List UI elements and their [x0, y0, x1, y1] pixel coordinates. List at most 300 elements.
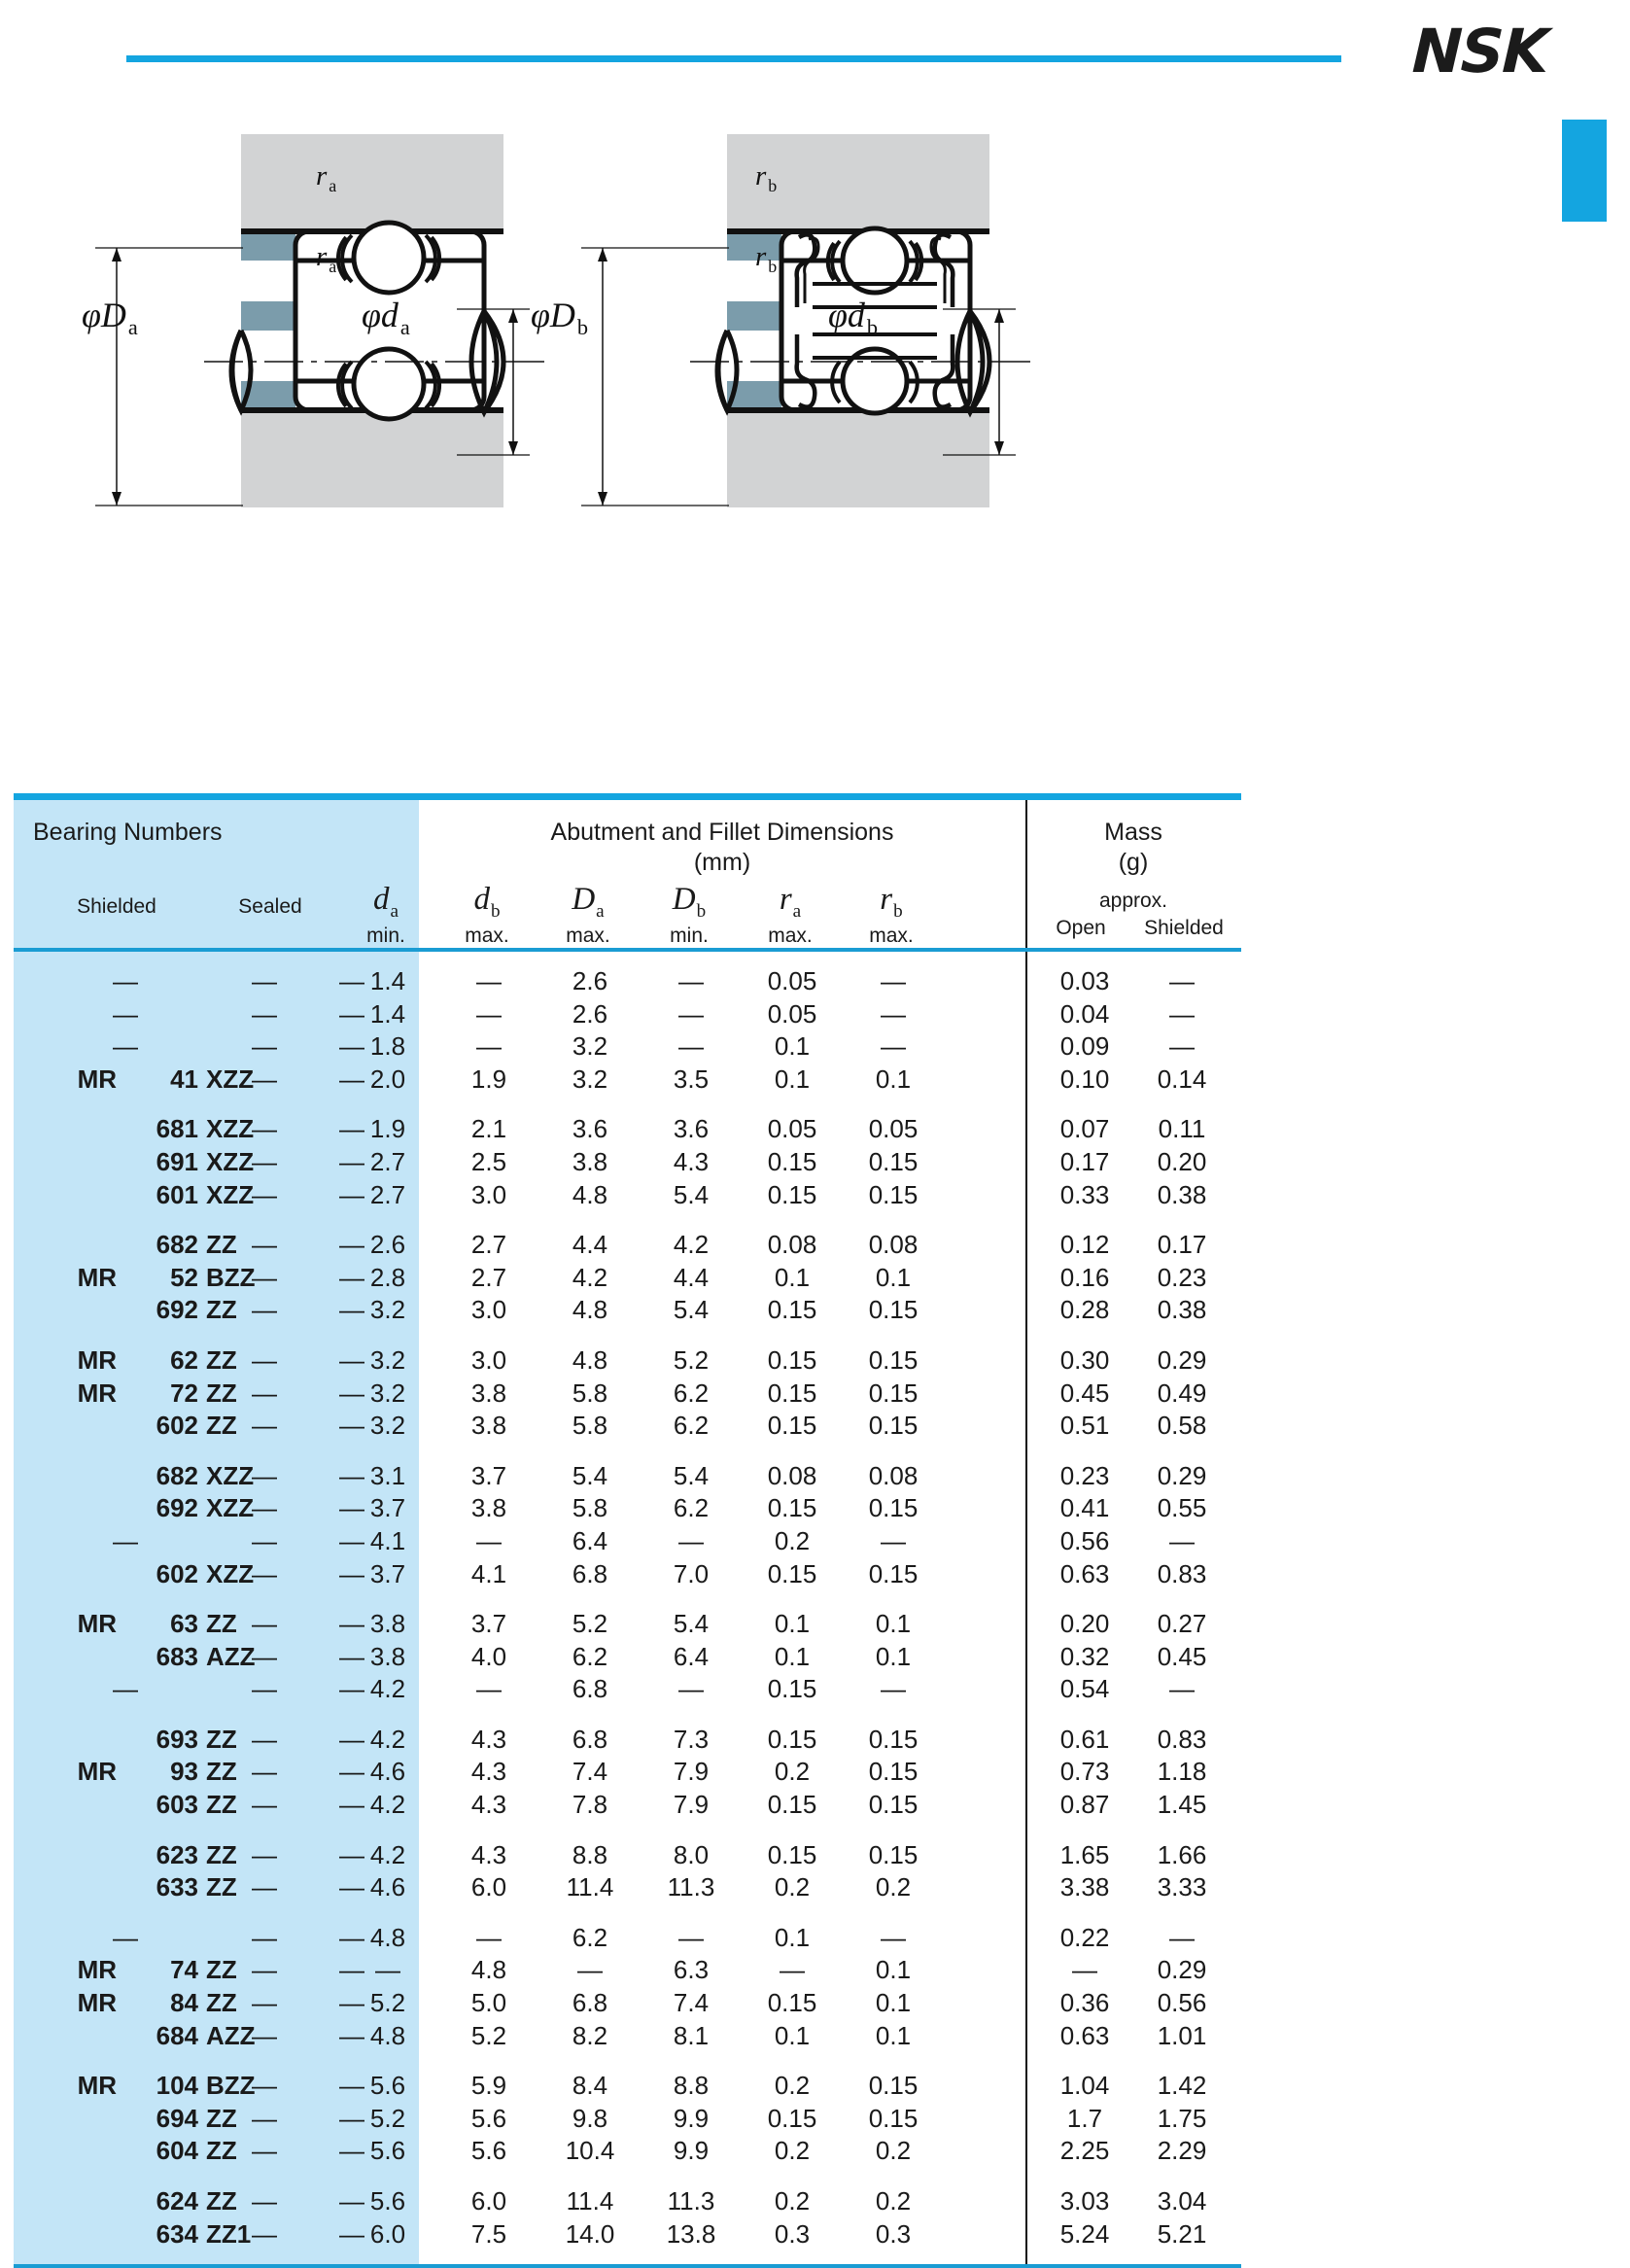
- bearing-number-digits: 634: [156, 2218, 198, 2249]
- bearing-number-digits: 62: [170, 1344, 198, 1375]
- subheader-mass-shielded: Shielded: [1144, 917, 1224, 939]
- cell-Db: 11.3: [667, 2186, 715, 2216]
- cell-mass-open: 3.03: [1059, 2186, 1110, 2216]
- cell-rb: 0.15: [868, 1839, 919, 1869]
- cell-Db: —: [678, 1525, 704, 1555]
- cell-Da: 6.8: [572, 1674, 608, 1704]
- bearing-number-sealed-2: —: [339, 998, 364, 1029]
- cell-ra: —: [780, 1955, 805, 1985]
- cell-rb: 0.15: [868, 1790, 919, 1820]
- cell-da: —: [375, 1955, 400, 1985]
- table-row[interactable]: [14, 1839, 1241, 1872]
- bearing-number-sealed-1: —: [252, 1757, 277, 1787]
- bearing-number-sealed-2: —: [339, 2020, 364, 2050]
- cell-mass-open: 0.12: [1059, 1230, 1110, 1260]
- bearing-number-sealed-1: —: [252, 1790, 277, 1820]
- fillet-label-rb-outer: r $_b$: [755, 160, 778, 195]
- cell-mass-shielded: 5.21: [1157, 2218, 1207, 2249]
- cell-db: —: [476, 1922, 502, 1952]
- bearing-number-digits: 633: [156, 1872, 198, 1902]
- cell-rb: 0.08: [868, 1230, 919, 1260]
- cell-Da: 2.6: [572, 998, 608, 1029]
- bearing-number-sealed-2: —: [339, 1262, 364, 1292]
- cell-mass-shielded: 0.29: [1157, 1460, 1207, 1490]
- cell-da: 3.2: [369, 1295, 406, 1325]
- table-row[interactable]: [14, 1558, 1241, 1591]
- bearing-number-suffix: XZZ: [206, 1460, 255, 1490]
- bearing-number-sealed-2: —: [339, 1839, 364, 1869]
- cell-mass-shielded: 1.18: [1157, 1757, 1207, 1787]
- table-row[interactable]: [14, 2020, 1241, 2053]
- cell-da: 1.4: [369, 998, 406, 1029]
- cell-mass-open: 0.22: [1059, 1922, 1110, 1952]
- cell-mass-shielded: 0.11: [1158, 1114, 1206, 1144]
- bearing-number-digits: 72: [170, 1378, 198, 1408]
- cell-Da: —: [577, 1955, 603, 1985]
- cell-Db: —: [678, 998, 704, 1029]
- dimension-label-phi-da: $\varphi d_a$: [362, 296, 410, 340]
- bearing-number-digits: 604: [156, 2136, 198, 2166]
- table-row[interactable]: [14, 1641, 1241, 1674]
- cell-rb: 0.1: [875, 1609, 912, 1639]
- table-row[interactable]: [14, 2070, 1241, 2103]
- cell-da: 5.2: [369, 1988, 406, 2018]
- specification-table: [14, 793, 1241, 2268]
- bearing-number-digits: 624: [156, 2186, 198, 2216]
- cell-da: 2.8: [369, 1262, 406, 1292]
- row-group-gap: [14, 1327, 1241, 1344]
- table-row[interactable]: [14, 1724, 1241, 1757]
- cell-mass-shielded: 0.20: [1157, 1146, 1207, 1176]
- cell-db: 4.0: [470, 1641, 507, 1671]
- table-row[interactable]: [14, 1378, 1241, 1411]
- table-row[interactable]: [14, 1064, 1241, 1097]
- bearing-number-sealed-2: —: [339, 1674, 364, 1704]
- cell-Db: 6.2: [673, 1411, 710, 1441]
- cell-mass-shielded: 0.49: [1157, 1378, 1207, 1408]
- table-row[interactable]: [14, 1030, 1241, 1064]
- bearing-number-sealed-1: —: [252, 1839, 277, 1869]
- cell-da: 3.2: [369, 1411, 406, 1441]
- row-group-gap: [14, 1904, 1241, 1922]
- bearing-number-suffix: ZZ: [206, 1378, 237, 1408]
- table-row[interactable]: [14, 1525, 1241, 1558]
- table-row[interactable]: [14, 1756, 1241, 1789]
- bearing-number-sealed-1: —: [252, 998, 277, 1029]
- dimension-label-phi-Da: $\varphi D_a$: [82, 296, 138, 340]
- bearing-number-sealed-1: —: [252, 1460, 277, 1490]
- cell-mass-shielded: 0.29: [1157, 1344, 1207, 1375]
- cell-mass-open: —: [1072, 1955, 1097, 1985]
- cell-mass-shielded: —: [1169, 966, 1195, 995]
- bearing-number-sealed-1: —: [252, 1674, 277, 1704]
- cell-ra: 0.15: [767, 1790, 817, 1820]
- cell-mass-open: 0.63: [1059, 2020, 1110, 2050]
- table-row[interactable]: [14, 1492, 1241, 1525]
- bearing-number-suffix: ZZ1: [206, 2218, 252, 2249]
- bearing-number-suffix: AZZ: [206, 1641, 256, 1671]
- row-group-gap: [14, 2052, 1241, 2070]
- cell-db: 3.8: [470, 1378, 507, 1408]
- cell-da: 3.8: [369, 1609, 406, 1639]
- cell-da: 3.2: [369, 1378, 406, 1408]
- cell-ra: 0.15: [767, 1146, 817, 1176]
- cell-Db: 7.9: [673, 1790, 710, 1820]
- cell-db: —: [476, 1031, 502, 1062]
- cell-Db: 5.4: [673, 1609, 710, 1639]
- table-row[interactable]: [14, 2103, 1241, 2136]
- cell-Db: 3.5: [673, 1064, 710, 1094]
- cell-mass-shielded: 1.66: [1157, 1839, 1207, 1869]
- cell-db: —: [476, 966, 502, 995]
- cell-Da: 10.4: [565, 2136, 615, 2166]
- bearing-number-sealed-1: —: [252, 1262, 277, 1292]
- cell-ra: 0.2: [774, 1525, 811, 1555]
- table-top-rule: [14, 793, 1241, 800]
- cell-mass-open: 1.7: [1066, 2103, 1103, 2133]
- subheader-shielded: Shielded: [77, 895, 156, 918]
- bearing-number-sealed-2: —: [339, 1179, 364, 1209]
- cell-ra: 0.15: [767, 1295, 817, 1325]
- cell-Da: 5.4: [572, 1460, 608, 1490]
- cell-db: 2.1: [470, 1114, 507, 1144]
- cell-Db: 5.4: [673, 1179, 710, 1209]
- table-row[interactable]: [14, 1922, 1241, 1955]
- table-row[interactable]: [14, 2185, 1241, 2218]
- bearing-number-suffix: ZZ: [206, 2103, 237, 2133]
- table-row[interactable]: [14, 1789, 1241, 1822]
- cell-Da: 11.4: [566, 1872, 614, 1902]
- cell-Db: 8.8: [673, 2071, 710, 2101]
- table-row[interactable]: [14, 1954, 1241, 1987]
- bearing-number-sealed-2: —: [339, 1609, 364, 1639]
- bearing-number-sealed-1: —: [252, 1558, 277, 1588]
- cell-Da: 3.8: [572, 1146, 608, 1176]
- cell-da: 2.0: [369, 1064, 406, 1094]
- cell-db: 4.1: [470, 1558, 507, 1588]
- cell-Db: 7.9: [673, 1757, 710, 1787]
- table-row[interactable]: [14, 1294, 1241, 1327]
- cell-da: 4.6: [369, 1757, 406, 1787]
- bearing-number-digits: 93: [170, 1757, 198, 1787]
- bearing-number-sealed-2: —: [339, 1031, 364, 1062]
- table-row[interactable]: [14, 965, 1241, 998]
- cell-ra: 0.1: [774, 2020, 811, 2050]
- cell-mass-open: 0.41: [1059, 1493, 1110, 1523]
- cell-mass-open: 0.23: [1059, 1460, 1110, 1490]
- subheader-mass-open: Open: [1056, 917, 1106, 939]
- cell-Da: 3.2: [572, 1064, 608, 1094]
- cell-Da: 3.6: [572, 1114, 608, 1144]
- bearing-number-digits: 104: [156, 2071, 198, 2101]
- cell-mass-open: 0.04: [1059, 998, 1110, 1029]
- cell-mass-open: 0.09: [1059, 1031, 1110, 1062]
- bearing-number-digits: 84: [170, 1988, 198, 2018]
- table-row[interactable]: [14, 1179, 1241, 1212]
- cell-ra: 0.15: [767, 1179, 817, 1209]
- cell-ra: 0.15: [767, 1988, 817, 2018]
- cell-ra: 0.15: [767, 1839, 817, 1869]
- bearing-number-shielded: —: [113, 966, 138, 995]
- bearing-number-digits: 693: [156, 1724, 198, 1754]
- bearing-number-sealed-2: —: [339, 1493, 364, 1523]
- cell-rb: —: [881, 1922, 906, 1952]
- cell-db: —: [476, 1525, 502, 1555]
- bearing-number-sealed-1: —: [252, 1955, 277, 1985]
- table-row[interactable]: [14, 2218, 1241, 2251]
- cell-mass-shielded: 1.42: [1157, 2071, 1207, 2101]
- cell-Da: 2.6: [572, 966, 608, 995]
- cell-rb: 0.15: [868, 1757, 919, 1787]
- bearing-number-suffix: XZZ: [206, 1064, 255, 1094]
- table-row[interactable]: [14, 1871, 1241, 1904]
- cell-rb: 0.08: [868, 1460, 919, 1490]
- cell-mass-shielded: —: [1169, 1525, 1195, 1555]
- bearing-number-sealed-1: —: [252, 1146, 277, 1176]
- bearing-number-digits: 684: [156, 2020, 198, 2050]
- cell-Db: 7.4: [673, 1988, 710, 2018]
- bearing-number-sealed-2: —: [339, 1230, 364, 1260]
- table-row[interactable]: [14, 1608, 1241, 1641]
- cell-da: 1.4: [369, 966, 406, 995]
- bearing-number-sealed-2: —: [339, 1558, 364, 1588]
- bearing-number-digits: 63: [170, 1609, 198, 1639]
- cell-Da: 6.8: [572, 1988, 608, 2018]
- fillet-label-ra-inner: r $_a$: [316, 241, 337, 276]
- cell-da: 1.8: [369, 1031, 406, 1062]
- column-header-Db: $D_b$ min.: [670, 882, 709, 947]
- bearing-number-suffix: XZZ: [206, 1114, 255, 1144]
- table-row[interactable]: [14, 2135, 1241, 2168]
- cell-mass-open: 0.36: [1059, 1988, 1110, 2018]
- fillet-label-rb-inner: r $_b$: [755, 241, 778, 276]
- cell-da: 5.6: [369, 2136, 406, 2166]
- bearing-number-suffix: ZZ: [206, 1411, 237, 1441]
- cell-Db: 6.2: [673, 1378, 710, 1408]
- cell-Da: 7.4: [572, 1757, 608, 1787]
- cell-db: 4.8: [470, 1955, 507, 1985]
- bearing-number-suffix: ZZ: [206, 1757, 237, 1787]
- cell-rb: 0.1: [875, 1988, 912, 2018]
- cell-rb: 0.3: [875, 2218, 912, 2249]
- bearing-number-sealed-2: —: [339, 1641, 364, 1671]
- cell-da: 5.6: [369, 2186, 406, 2216]
- cell-db: 3.8: [470, 1493, 507, 1523]
- bearing-number-digits: 41: [170, 1064, 198, 1094]
- cell-db: 7.5: [470, 2218, 507, 2249]
- cell-mass-shielded: 0.29: [1157, 1955, 1207, 1985]
- cell-da: 3.7: [369, 1493, 406, 1523]
- cell-db: 5.6: [470, 2136, 507, 2166]
- row-group-gap: [14, 1096, 1241, 1113]
- cell-da: 3.1: [369, 1460, 406, 1490]
- cell-mass-shielded: 3.33: [1157, 1872, 1207, 1902]
- bearing-number-sealed-2: —: [339, 1344, 364, 1375]
- cell-mass-shielded: 0.27: [1157, 1609, 1207, 1639]
- bearing-number-sealed-1: —: [252, 1378, 277, 1408]
- bearing-number-prefix: MR: [77, 1955, 117, 1985]
- cell-da: 2.6: [369, 1230, 406, 1260]
- bearing-number-sealed-1: —: [252, 1295, 277, 1325]
- bearing-number-suffix: ZZ: [206, 2136, 237, 2166]
- bearing-number-digits: 692: [156, 1493, 198, 1523]
- bearing-number-sealed-2: —: [339, 2103, 364, 2133]
- table-body: [14, 952, 1241, 2264]
- cell-ra: 0.15: [767, 1344, 817, 1375]
- bearing-number-sealed-2: —: [339, 2186, 364, 2216]
- cell-db: 5.2: [470, 2020, 507, 2050]
- bearing-number-digits: 74: [170, 1955, 198, 1985]
- bearing-number-sealed-1: —: [252, 1344, 277, 1375]
- cell-mass-shielded: 0.58: [1157, 1411, 1207, 1441]
- bearing-number-sealed-2: —: [339, 1955, 364, 1985]
- column-header-Da: $D_a$ max.: [566, 882, 610, 947]
- table-header: [14, 800, 1241, 948]
- cell-mass-open: 0.32: [1059, 1641, 1110, 1671]
- cell-Db: 7.3: [673, 1724, 710, 1754]
- bearing-number-sealed-1: —: [252, 1064, 277, 1094]
- bearing-number-sealed-1: —: [252, 1525, 277, 1555]
- table-row[interactable]: [14, 1410, 1241, 1443]
- bearing-number-suffix: ZZ: [206, 1839, 237, 1869]
- table-row[interactable]: [14, 1673, 1241, 1706]
- table-bottom-rule: [14, 2264, 1241, 2268]
- table-row[interactable]: [14, 1987, 1241, 2020]
- bearing-number-sealed-2: —: [339, 2136, 364, 2166]
- bearing-number-digits: 623: [156, 1839, 198, 1869]
- column-header-db: $d_b$ max.: [465, 882, 509, 947]
- bearing-number-sealed-1: —: [252, 1641, 277, 1671]
- cell-mass-open: 0.28: [1059, 1295, 1110, 1325]
- table-row[interactable]: [14, 998, 1241, 1031]
- bearing-number-suffix: ZZ: [206, 1230, 237, 1260]
- bearing-number-suffix: XZZ: [206, 1493, 255, 1523]
- bearing-number-sealed-1: —: [252, 2218, 277, 2249]
- cell-mass-open: 1.04: [1059, 2071, 1110, 2101]
- bearing-number-digits: 694: [156, 2103, 198, 2133]
- column-header-rb: $r_b$ max.: [869, 882, 914, 947]
- dimension-label-phi-db: $\varphi d_b$: [828, 296, 879, 340]
- bearing-number-sealed-2: —: [339, 2071, 364, 2101]
- cell-mass-open: 0.61: [1059, 1724, 1110, 1754]
- cell-db: 5.6: [470, 2103, 507, 2133]
- cell-ra: 0.2: [774, 2136, 811, 2166]
- bearing-number-digits: 601: [156, 1179, 198, 1209]
- cell-mass-open: 5.24: [1059, 2218, 1110, 2249]
- cell-rb: —: [881, 998, 906, 1029]
- bearing-number-sealed-2: —: [339, 1790, 364, 1820]
- bearing-number-sealed-2: —: [339, 1988, 364, 2018]
- cell-Db: 6.4: [673, 1641, 710, 1671]
- cell-mass-shielded: 1.75: [1157, 2103, 1207, 2133]
- cell-mass-shielded: —: [1169, 1674, 1195, 1704]
- cell-mass-shielded: 1.01: [1157, 2020, 1207, 2050]
- cell-Da: 5.8: [572, 1378, 608, 1408]
- bearing-number-digits: 681: [156, 1114, 198, 1144]
- table-row[interactable]: [14, 1344, 1241, 1378]
- bearing-number-suffix: ZZ: [206, 1295, 237, 1325]
- bearing-number-suffix: ZZ: [206, 1609, 237, 1639]
- cell-rb: 0.1: [875, 1955, 912, 1985]
- table-row[interactable]: [14, 1460, 1241, 1493]
- row-group-gap: [14, 2168, 1241, 2185]
- cell-ra: 0.15: [767, 1411, 817, 1441]
- bearing-number-shielded: —: [113, 1525, 138, 1555]
- cell-mass-open: 1.65: [1059, 1839, 1110, 1869]
- cell-ra: 0.1: [774, 1609, 811, 1639]
- table-row[interactable]: [14, 1229, 1241, 1262]
- cell-db: 3.0: [470, 1295, 507, 1325]
- cell-ra: 0.15: [767, 1558, 817, 1588]
- cell-Da: 8.2: [572, 2020, 608, 2050]
- cell-db: 4.3: [470, 1790, 507, 1820]
- cell-rb: —: [881, 1031, 906, 1062]
- cell-db: 3.8: [470, 1411, 507, 1441]
- cell-mass-open: 0.45: [1059, 1378, 1110, 1408]
- cell-mass-shielded: 0.83: [1157, 1724, 1207, 1754]
- bearing-number-suffix: AZZ: [206, 2020, 256, 2050]
- cell-ra: 0.1: [774, 1641, 811, 1671]
- cell-Db: 3.6: [673, 1114, 710, 1144]
- cell-db: 3.7: [470, 1609, 507, 1639]
- cell-da: 2.7: [369, 1146, 406, 1176]
- bearing-number-sealed-1: —: [252, 1872, 277, 1902]
- cell-rb: 0.15: [868, 1724, 919, 1754]
- bearing-number-digits: 682: [156, 1230, 198, 1260]
- cell-rb: —: [881, 966, 906, 995]
- cell-mass-open: 0.07: [1059, 1114, 1110, 1144]
- cell-Da: 6.8: [572, 1558, 608, 1588]
- cell-Da: 5.8: [572, 1493, 608, 1523]
- cell-Db: 8.0: [673, 1839, 710, 1869]
- cell-da: 3.7: [369, 1558, 406, 1588]
- cell-ra: 0.15: [767, 1724, 817, 1754]
- bearing-number-prefix: MR: [77, 1988, 117, 2018]
- dimension-label-phi-Db: $\varphi D_b$: [531, 296, 589, 340]
- table-row[interactable]: [14, 1146, 1241, 1179]
- cell-Db: 5.4: [673, 1460, 710, 1490]
- bearing-number-sealed-2: —: [339, 1411, 364, 1441]
- cell-mass-shielded: 0.23: [1157, 1262, 1207, 1292]
- cell-mass-shielded: 0.38: [1157, 1179, 1207, 1209]
- page-header: [0, 0, 1630, 117]
- cell-Da: 11.4: [566, 2186, 614, 2216]
- cell-db: 2.5: [470, 1146, 507, 1176]
- cell-da: 3.2: [369, 1344, 406, 1375]
- table-row[interactable]: [14, 1113, 1241, 1146]
- cell-da: 4.8: [369, 1922, 406, 1952]
- cell-rb: 0.1: [875, 1064, 912, 1094]
- bearing-number-prefix: MR: [77, 1064, 117, 1094]
- cell-Db: 4.4: [673, 1262, 710, 1292]
- cell-rb: —: [881, 1525, 906, 1555]
- cell-rb: 0.15: [868, 2103, 919, 2133]
- cell-da: 3.8: [369, 1641, 406, 1671]
- cell-rb: 0.2: [875, 1872, 912, 1902]
- cell-Db: 5.2: [673, 1344, 710, 1375]
- cell-da: 2.7: [369, 1179, 406, 1209]
- bearing-number-suffix: ZZ: [206, 1724, 237, 1754]
- cell-Da: 8.8: [572, 1839, 608, 1869]
- cell-Db: 11.3: [667, 1872, 715, 1902]
- cell-mass-open: 0.73: [1059, 1757, 1110, 1787]
- table-row[interactable]: [14, 1262, 1241, 1295]
- cell-db: 3.0: [470, 1179, 507, 1209]
- bearing-number-shielded: —: [113, 1922, 138, 1952]
- bearing-number-digits: 682: [156, 1460, 198, 1490]
- cell-db: 4.3: [470, 1724, 507, 1754]
- row-group-gap: [14, 1706, 1241, 1724]
